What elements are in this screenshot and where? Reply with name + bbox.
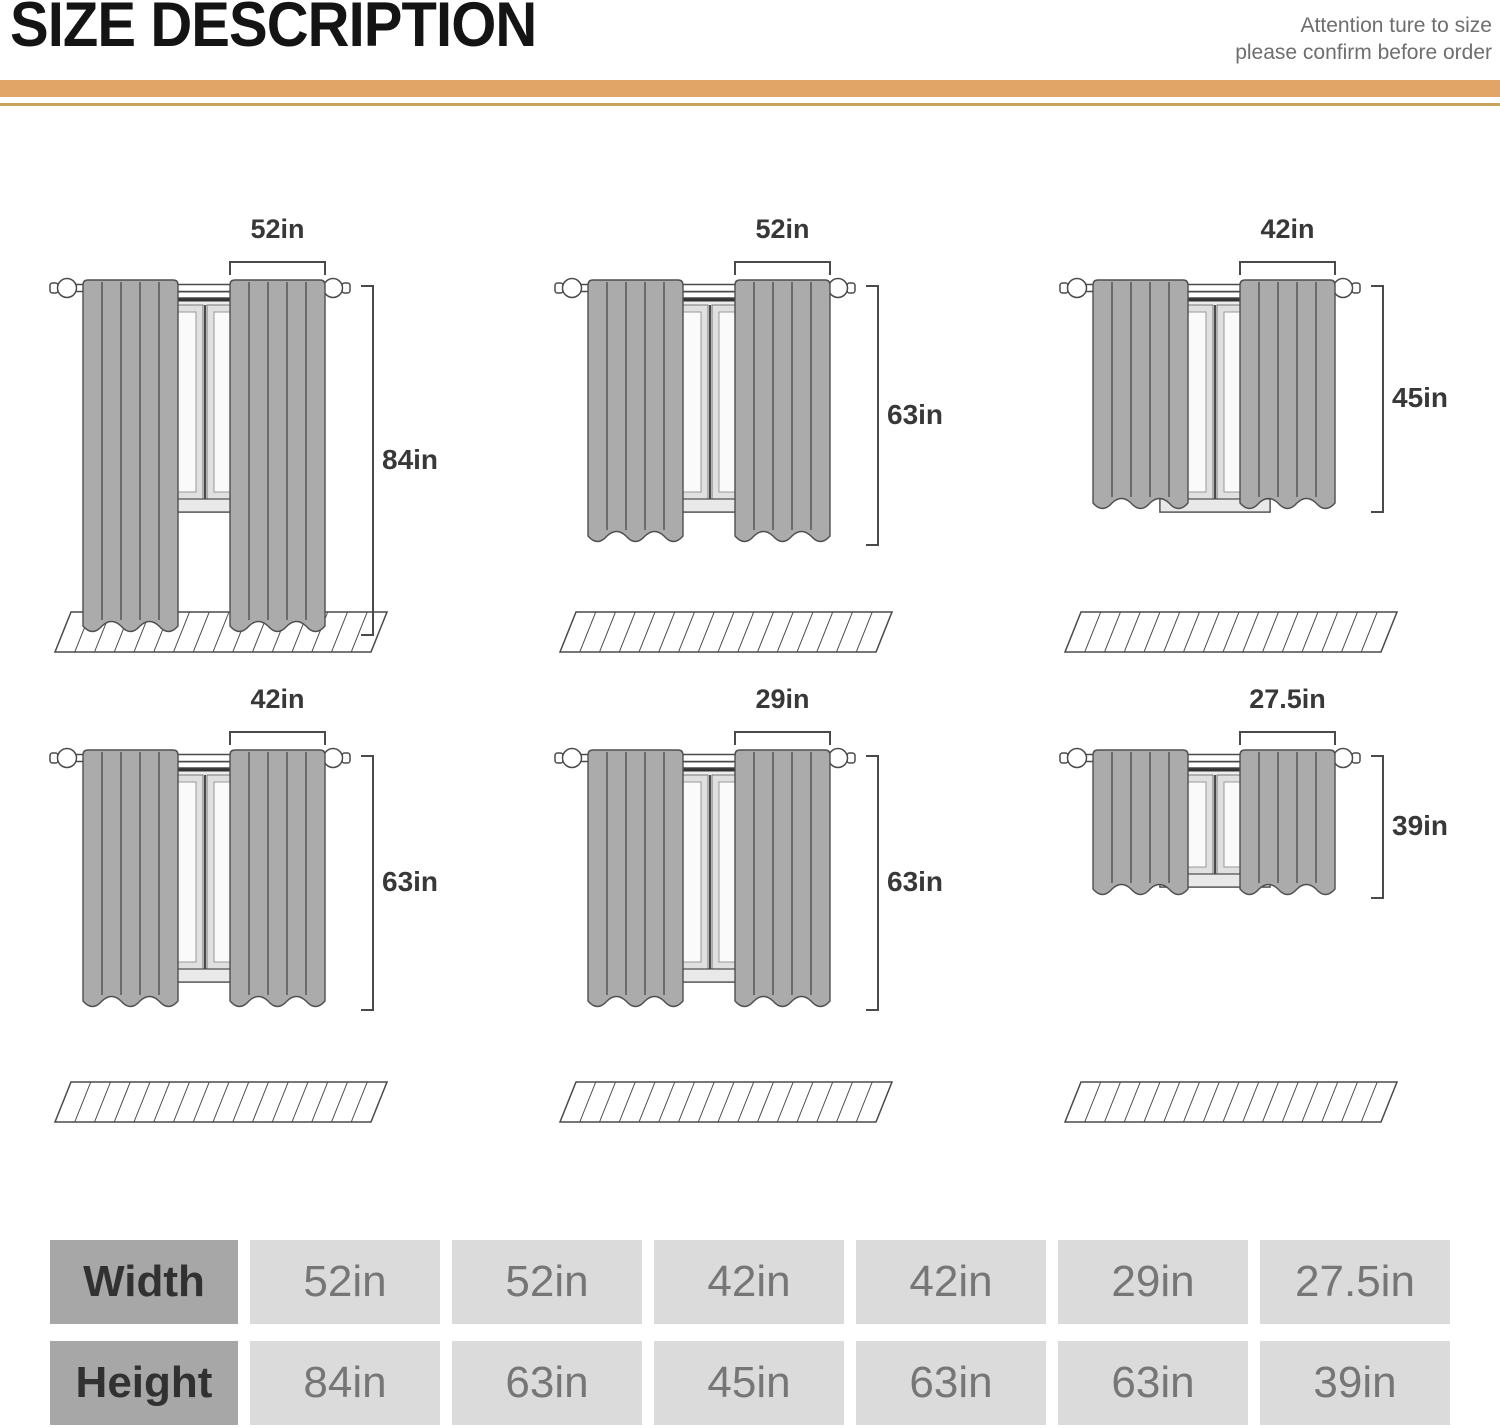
diagram-grid — [40, 212, 1470, 1132]
curtain-window-illustration — [40, 682, 460, 1132]
table-cell-height-2: 63in — [452, 1341, 642, 1425]
curtain-panel — [1240, 280, 1335, 509]
rod-finial-left — [1068, 749, 1087, 768]
rod-finial-left — [1068, 279, 1087, 298]
table-row-header-height: Height — [50, 1341, 238, 1425]
table-cell-width-3: 42in — [654, 1240, 844, 1324]
width-dimension-label: 52in — [755, 214, 810, 244]
floor — [55, 1082, 387, 1122]
curtain-diagram-42x63 — [40, 682, 460, 1132]
curtain-diagram-27.5x39 — [1050, 682, 1470, 1132]
width-bracket — [735, 262, 830, 275]
height-bracket — [361, 286, 373, 635]
curtain-panel — [83, 750, 178, 1007]
table-cell-height-4: 63in — [856, 1341, 1046, 1425]
curtain-panel — [1093, 280, 1188, 509]
curtain-window-illustration — [545, 212, 965, 662]
table-cell-width-6: 27.5in — [1260, 1240, 1450, 1324]
rod-finial-right — [324, 279, 343, 298]
rod-finial-right — [829, 749, 848, 768]
note-line-2: please confirm before order — [1235, 41, 1492, 64]
height-dimension-label: 45in — [1392, 382, 1449, 413]
height-bracket — [361, 756, 373, 1010]
table-cell-height-5: 63in — [1058, 1341, 1248, 1425]
curtain-panel — [735, 750, 830, 1007]
curtain-panel — [588, 750, 683, 1007]
width-dimension-label: 42in — [250, 684, 305, 714]
rod-finial-right — [1334, 279, 1353, 298]
curtain-window-illustration — [1050, 212, 1470, 662]
width-bracket — [1240, 262, 1335, 275]
width-dimension-label: 29in — [755, 684, 810, 714]
curtain-panel — [83, 280, 178, 632]
curtain-window-illustration — [1050, 682, 1470, 1132]
rod-finial-left — [563, 749, 582, 768]
curtain-panel — [1093, 750, 1188, 895]
curtain-window-illustration — [40, 212, 460, 662]
rod-finial-right — [324, 749, 343, 768]
curtain-diagram-29x63 — [545, 682, 965, 1132]
curtain-panel — [230, 750, 325, 1007]
curtain-panel — [588, 280, 683, 542]
page-title: SIZE DESCRIPTION — [10, 0, 537, 60]
floor — [1065, 1082, 1397, 1122]
width-dimension-label: 42in — [1260, 214, 1315, 244]
width-bracket — [1240, 732, 1335, 745]
floor — [1065, 612, 1397, 652]
curtain-panel — [1240, 750, 1335, 895]
width-bracket — [735, 732, 830, 745]
table-cell-width-1: 52in — [250, 1240, 440, 1324]
height-dimension-label: 84in — [382, 443, 439, 475]
height-bracket — [1371, 286, 1383, 512]
height-dimension-label: 63in — [887, 866, 944, 897]
rod-finial-left — [563, 279, 582, 298]
accent-bar — [0, 80, 1500, 97]
rod-finial-right — [829, 279, 848, 298]
table-cell-height-1: 84in — [250, 1341, 440, 1425]
curtain-panel — [735, 280, 830, 542]
width-bracket — [230, 732, 325, 745]
height-bracket — [1371, 756, 1383, 898]
rod-finial-left — [58, 279, 77, 298]
height-dimension-label: 39in — [1392, 810, 1449, 841]
floor — [560, 612, 892, 652]
table-cell-width-2: 52in — [452, 1240, 642, 1324]
curtain-diagram-52x84 — [40, 212, 460, 662]
curtain-window-illustration — [545, 682, 965, 1132]
header-note — [1235, 12, 1492, 66]
rod-finial-left — [58, 749, 77, 768]
curtain-diagram-52x63 — [545, 212, 965, 662]
table-cell-width-4: 42in — [856, 1240, 1046, 1324]
table-cell-width-5: 29in — [1058, 1240, 1248, 1324]
accent-line — [0, 103, 1500, 106]
width-dimension-label: 27.5in — [1249, 684, 1326, 714]
note-line-1: Attention ture to size — [1300, 14, 1492, 37]
curtain-panel — [230, 280, 325, 632]
floor — [560, 1082, 892, 1122]
table-cell-height-3: 45in — [654, 1341, 844, 1425]
curtain-diagram-42x45 — [1050, 212, 1470, 662]
width-dimension-label: 52in — [250, 214, 305, 244]
table-cell-height-6: 39in — [1260, 1341, 1450, 1425]
width-bracket — [230, 262, 325, 275]
table-row-header-width: Width — [50, 1240, 238, 1324]
size-table — [50, 1240, 1450, 1425]
height-dimension-label: 63in — [382, 866, 439, 897]
rod-finial-right — [1334, 749, 1353, 768]
height-bracket — [866, 286, 878, 545]
height-bracket — [866, 756, 878, 1010]
height-dimension-label: 63in — [887, 398, 944, 430]
